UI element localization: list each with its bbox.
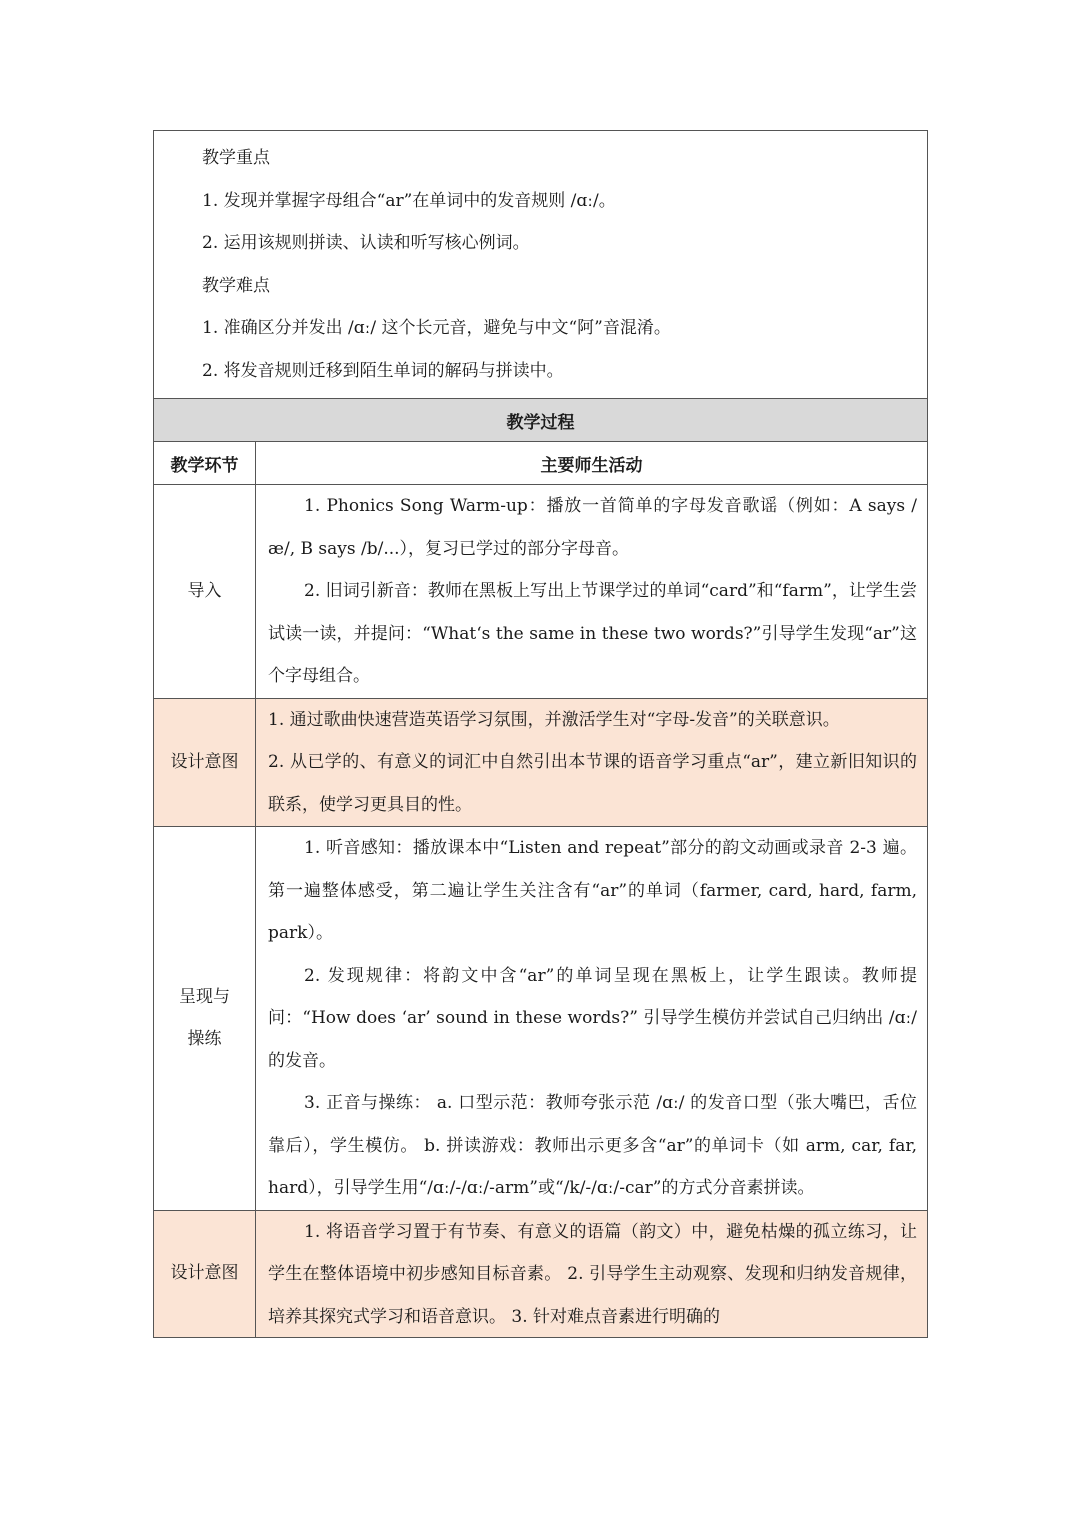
key-points-cell — [154, 131, 928, 399]
activity-paragraph: 2. 发现规律：将韵文中含“ar”的单词呈现在黑板上，让学生跟读。教师提问：“How does ‘ar’ sound in these words?” 引导学生模仿并尝试自己归纳出 /ɑː/ 的发音。 — [268, 965, 917, 1071]
practice-activity — [256, 827, 928, 1211]
design-paragraph: 1. 通过歌曲快速营造英语学习氛围，并激活学生对“字母-发音”的关联意识。 — [268, 709, 840, 730]
design-paragraph: 2. 从已学的、有意义的词汇中自然引出本节课的语音学习重点“ar”，建立新旧知识的联系，使学习更具目的性。 — [268, 752, 917, 815]
practice-row — [154, 827, 928, 1211]
key-points-heading: 教学重点 — [202, 148, 270, 168]
column-header-row — [154, 442, 928, 485]
activity-paragraph: 2. 旧词引新音：教师在黑板上写出上节课学过的单词“card”和“farm”，让学生尝试读一读，并提问：“What‘s the same in these two words?”引导学生发现“ar”这个字母组合。 — [268, 581, 917, 686]
lesson-plan-table — [153, 130, 928, 1338]
difficulty-item: 1. 准确区分并发出 /ɑː/ 这个长元音，避免与中文“阿”音混淆。 — [202, 318, 671, 338]
key-point-item: 1. 发现并掌握字母组合“ar”在单词中的发音规则 /ɑː/。 — [202, 190, 616, 211]
intro-design-text — [256, 698, 928, 827]
design-paragraph: 1. 将语音学习置于有节奏、有意义的语篇（韵文）中，避免枯燥的孤立练习，让学生在整体语境中初步感知目标音素。 2. 引导学生主动观察、发现和归纳发音规律，培养其探究式学习和语音意识。 3. 针对难点音素进行明确的 — [268, 1221, 917, 1327]
activity-paragraph: 1. Phonics Song Warm-up：播放一首简单的字母发音歌谣（例如：A says /æ/, B says /b/...），复习已学过的部分字母音。 — [268, 496, 917, 559]
practice-label — [154, 827, 256, 1211]
intro-label: 导入 — [154, 485, 256, 699]
practice-design-text — [256, 1210, 928, 1337]
key-points-row — [154, 131, 928, 399]
difficulty-item: 2. 将发音规则迁移到陌生单词的解码与拼读中。 — [202, 360, 564, 381]
design-intent-label: 设计意图 — [154, 698, 256, 827]
lesson-plan-sheet — [153, 130, 928, 1338]
intro-design-row — [154, 698, 928, 827]
key-point-item: 2. 运用该规则拼读、认读和听写核心例词。 — [202, 233, 530, 253]
practice-label-line: 操练 — [187, 1029, 222, 1050]
intro-row — [154, 485, 928, 699]
difficulties-heading: 教学难点 — [202, 275, 270, 296]
practice-label-line: 呈现与 — [179, 986, 230, 1007]
practice-design-row — [154, 1210, 928, 1337]
activity-paragraph: 3. 正音与操练： a. 口型示范：教师夸张示范 /ɑː/ 的发音口型（张大嘴巴，舌位靠后），学生模仿。 b. 拼读游戏：教师出示更多含“ar”的单词卡（如 arm, car, far, hard），引导学生用“/ɑː/-/ɑː/-arm”或“/k/-/ɑː/-car”的方式分音素拼读。 — [268, 1093, 917, 1198]
practice-design-clip — [268, 1211, 917, 1337]
column-header-activity: 主要师生活动 — [256, 442, 928, 485]
process-title-row — [154, 399, 928, 442]
process-title: 教学过程 — [154, 399, 928, 442]
design-intent-label: 设计意图 — [154, 1210, 256, 1337]
column-header-stage: 教学环节 — [154, 442, 256, 485]
intro-activity — [256, 485, 928, 699]
activity-paragraph: 1. 听音感知：播放课本中“Listen and repeat”部分的韵文动画或录音 2-3 遍。第一遍整体感受，第二遍让学生关注含有“ar”的单词（farmer, card, hard, farm, park）。 — [268, 838, 917, 943]
